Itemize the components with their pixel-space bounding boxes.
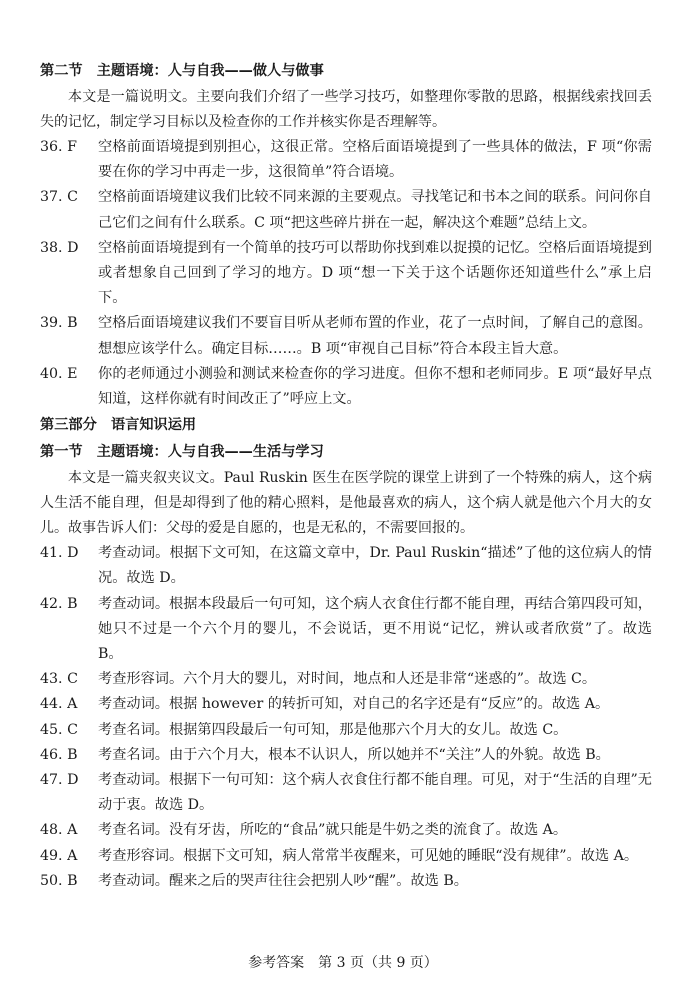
answer-number: 49. A [40, 847, 78, 864]
answer-item [40, 541, 652, 591]
section2-answer-list [40, 135, 652, 412]
answer-number: 39. B [40, 315, 78, 332]
answer-page [40, 58, 652, 894]
answer-number: 38. D [40, 239, 79, 256]
section2-intro: 本文是一篇说明文。主要向我们介绍了一些学习技巧，如整理你零散的思路，根据线索找回丢失的记忆，制定学习目标以及检查你的工作并核实你是否理解等。 [40, 89, 652, 130]
answer-item [40, 667, 652, 692]
answer-explanation: 考查动词。根据 however 的转折可知，对自己的名字还是有“反应”的。故选 A。 [98, 696, 610, 713]
answer-explanation: 考查名词。由于六个月大，根本不认识人，所以她并不“关注”人的外貌。故选 B。 [98, 746, 610, 763]
answer-item [40, 718, 652, 743]
answer-item [40, 818, 652, 843]
answer-item [40, 844, 652, 869]
section2-heading: 第二节 主题语境：人与自我——做人与做事 [40, 63, 324, 79]
answer-number: 43. C [40, 671, 78, 688]
answer-number: 48. A [40, 822, 78, 839]
answer-number: 41. D [40, 545, 79, 562]
answer-number: 40. E [40, 365, 78, 382]
answer-explanation: 空格前面语境建议我们比较不同来源的主要观点。寻找笔记和书本之间的联系。问问你自己它们之间有什么联系。C 项“把这些碎片拼在一起，解决这个难题”总结上文。 [98, 189, 652, 231]
answer-number: 44. A [40, 696, 78, 713]
answer-item [40, 869, 652, 894]
answer-number: 37. C [40, 189, 78, 206]
answer-explanation: 你的老师通过小测验和测试来检查你的学习进度。但你不想和老师同步。E 项“最好早点知道，这样你就有时间改正了”呼应上文。 [98, 365, 652, 408]
answer-number: 36. F [40, 139, 77, 155]
answer-item [40, 236, 652, 312]
part3-intro: 本文是一篇夹叙夹议文。Paul Ruskin 医生在医学院的课堂上讲到了一个特殊的病人，这个病人生活不能自理，但是却得到了他的精心照料，是他最喜欢的病人，这个病人就是他六个月大的女儿。故事告诉人们：父母的爱是自愿的，也是无私的，不需要回报的。 [40, 470, 652, 537]
answer-number: 46. B [40, 746, 78, 763]
part3-heading: 第三部分 语言知识运用 [40, 417, 197, 434]
answer-explanation: 考查名词。根据第四段最后一句可知，那是他那六个月大的女儿。故选 C。 [98, 721, 568, 738]
answer-explanation: 空格前面语境提到别担心，这很正常。空格后面语境提到了一些具体的做法，F 项“你需要在你的学习中再走一步，这很简单”符合语境。 [98, 139, 652, 181]
answer-item [40, 768, 652, 818]
answer-item [40, 743, 652, 768]
answer-explanation: 考查形容词。六个月大的婴儿，对时间，地点和人还是非常“迷惑的”。故选 C。 [98, 671, 597, 688]
answer-explanation: 空格后面语境建议我们不要盲目听从老师布置的作业，花了一点时间，了解自己的意图。想想应该学什么。确定目标……。B 项“审视自己目标”符合本段主旨大意。 [98, 315, 652, 357]
part3-section1-heading: 第一节 主题语境：人与自我——生活与学习 [40, 444, 324, 461]
answer-number: 47. D [40, 772, 79, 789]
answer-item [40, 311, 652, 361]
answer-item [40, 185, 652, 235]
answer-item [40, 362, 652, 412]
answer-explanation: 考查动词。根据下文可知，在这篇文章中，Dr. Paul Ruskin“描述”了他的这位病人的情况。故选 D。 [98, 545, 652, 587]
answer-number: 45. C [40, 721, 78, 738]
answer-explanation: 考查动词。根据下一句可知：这个病人衣食住行都不能自理。可见，对于“生活的自理”无动于衷。故选 D。 [98, 772, 652, 814]
page-footer: 参考答案 第 3 页（共 9 页） [248, 955, 438, 971]
answer-item [40, 592, 652, 668]
answer-item [40, 135, 652, 185]
answer-item [40, 692, 652, 717]
answer-explanation: 考查动词。醒来之后的哭声往往会把别人吵“醒”。故选 B。 [98, 872, 468, 889]
answer-explanation: 考查名词。没有牙齿，所吃的“食品”就只能是牛奶之类的流食了。故选 A。 [98, 822, 568, 839]
part3-answer-list [40, 541, 652, 894]
answer-explanation: 空格前面语境提到有一个简单的技巧可以帮助你找到难以捉摸的记忆。空格后面语境提到或者想象自己回到了学习的地方。D 项“想一下关于这个话题你还知道些什么”承上启下。 [98, 239, 652, 307]
answer-explanation: 考查动词。根据本段最后一句可知，这个病人衣食住行都不能自理，再结合第四段可知，她只不过是一个六个月的婴儿，不会说话，更不用说“记忆，辨认或者欣赏”了。故选 B。 [98, 595, 652, 663]
answer-number: 42. B [40, 595, 78, 612]
answer-number: 50. B [40, 872, 78, 889]
answer-explanation: 考查形容词。根据下文可知，病人常常半夜醒来，可见她的睡眠“没有规律”。故选 A。 [98, 847, 639, 864]
